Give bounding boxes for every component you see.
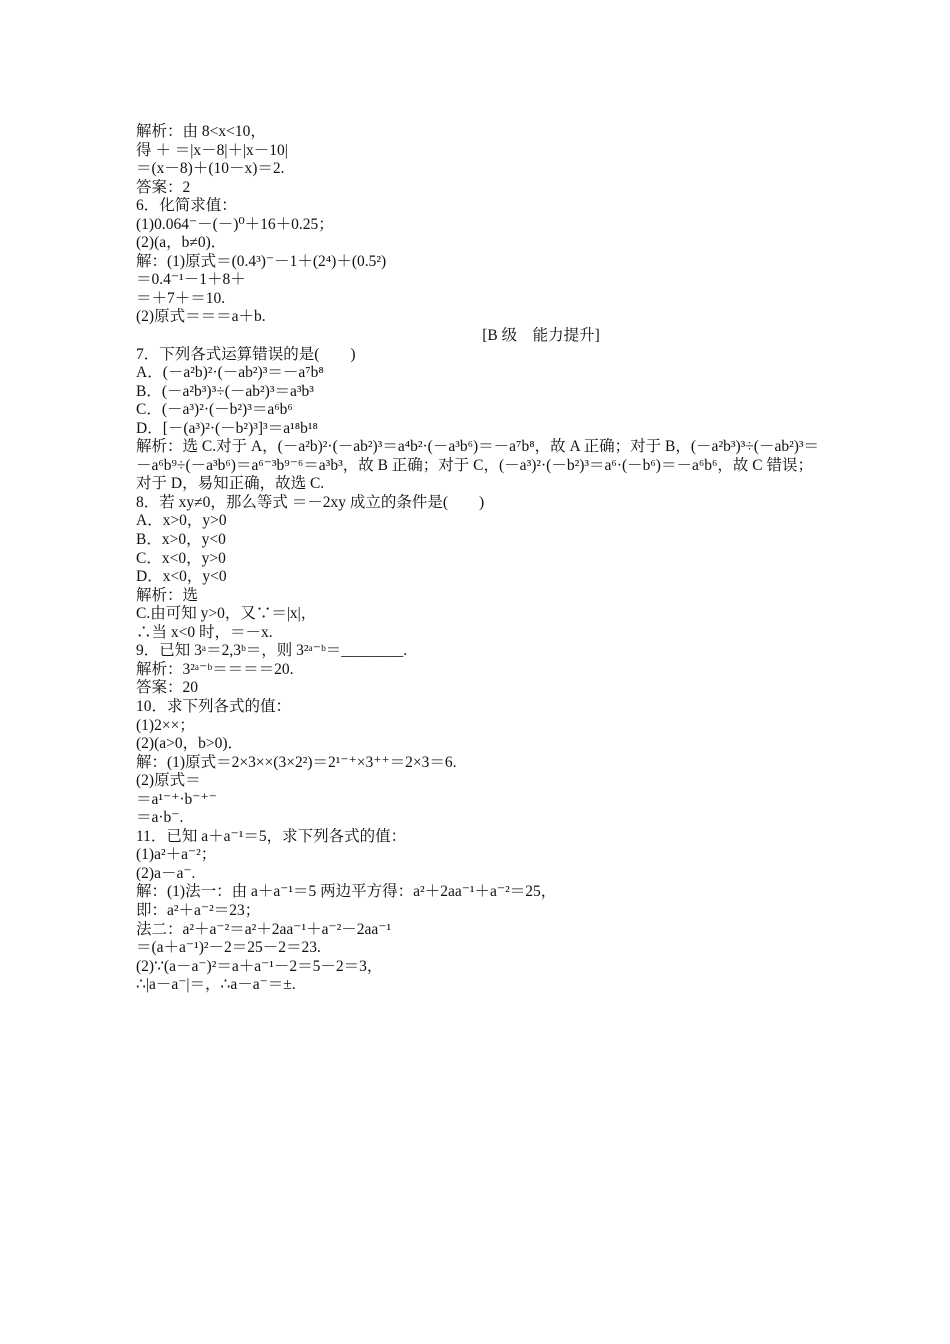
text-line: ＝a·b⁻. bbox=[136, 809, 184, 827]
document-body bbox=[136, 123, 826, 995]
option-line: B．x>0，y<0 bbox=[136, 531, 226, 549]
text-line: (2)(a>0，b>0)． bbox=[136, 735, 244, 753]
text-line: (2)a－a⁻. bbox=[136, 864, 196, 882]
section-heading: [B 级 能力提升] bbox=[482, 327, 600, 345]
option-line: A．x>0，y>0 bbox=[136, 512, 227, 530]
text-line: 法二：a²＋a⁻²＝a²＋2aa⁻¹＋a⁻²－2aa⁻¹ bbox=[136, 920, 392, 938]
text-line: 即：a²＋a⁻²＝23； bbox=[136, 901, 261, 919]
text-line: C.由可知 y>0，又∵＝|x|， bbox=[136, 605, 317, 623]
option-line: D．x<0，y<0 bbox=[136, 568, 227, 586]
text-line: 答案：20 bbox=[136, 679, 199, 697]
text-line: ∴当 x<0 时，＝－x. bbox=[136, 623, 273, 641]
text-line: 解析：选 bbox=[136, 586, 199, 604]
text-line: 解：(1)法一：由 a＋a⁻¹＝5 两边平方得：a²＋2aa⁻¹＋a⁻²＝25， bbox=[136, 883, 557, 901]
text-line: 解析：3²ᵃ⁻ᵇ＝＝＝＝20. bbox=[136, 660, 294, 678]
text-line: ＝(a＋a⁻¹)²－2＝25－2＝23. bbox=[136, 939, 321, 957]
text-line: ∴|a－a⁻|＝，∴a－a⁻＝±. bbox=[136, 976, 296, 994]
text-line: (2)原式＝ bbox=[136, 772, 201, 790]
text-line: 解：(1)原式＝2×3××(3×2²)＝2¹⁻⁺×3⁺⁺＝2×3＝6. bbox=[136, 753, 457, 771]
option-line: B．(－a²b³)³÷(－ab²)³＝a³b³ bbox=[136, 382, 314, 400]
option-line: A．(－a²b)²·(－ab²)³＝－a⁷b⁸ bbox=[136, 364, 324, 382]
text-line: ＝a¹⁻⁺·b⁻⁺⁻ bbox=[136, 790, 217, 808]
text-line: (2)原式＝＝＝a＋b. bbox=[136, 308, 266, 326]
question-11-title: 11．已知 a＋a⁻¹＝5，求下列各式的值： bbox=[136, 827, 407, 845]
text-line: (2)(a，b≠0)． bbox=[136, 234, 227, 252]
text-line: ＝＋7＋＝10. bbox=[136, 289, 226, 307]
question-6-title: 6．化简求值： bbox=[136, 197, 237, 215]
text-line: 解：(1)原式＝(0.4³)⁻－1＋(2⁴)＋(0.5²) bbox=[136, 252, 387, 270]
question-10-title: 10．求下列各式的值： bbox=[136, 697, 292, 715]
text-line: (1)2××； bbox=[136, 716, 195, 734]
question-9-title: 9．已知 3ᵃ＝2,3ᵇ＝，则 3²ᵃ⁻ᵇ＝________. bbox=[136, 642, 408, 660]
text-line: (1)0.064⁻－(－)⁰＋16＋0.25； bbox=[136, 215, 334, 233]
text-line: 答案：2 bbox=[136, 178, 191, 196]
question-8-title: 8．若 xy≠0，那么等式 ＝－2xy 成立的条件是( ) bbox=[136, 493, 485, 511]
text-line: ＝(x－8)＋(10－x)＝2. bbox=[136, 160, 285, 178]
text-line: 解析：由 8<x<10， bbox=[136, 123, 266, 140]
text-line: (2)∵(a－a⁻)²＝a＋a⁻¹－2＝5－2＝3， bbox=[136, 957, 383, 975]
option-line: C．(－a³)²·(－b²)³＝a⁶b⁶ bbox=[136, 401, 293, 419]
text-line: 得 ＋ ＝|x－8|＋|x－10| bbox=[136, 141, 288, 159]
solution-paragraph: 解析：选 C.对于 A，(－a²b)²·(－ab²)³＝a⁴b²·(－a³b⁶)＝－a⁷b⁸，故 A 正确；对于 B，(－a²b³)³÷(－ab²)³＝－a⁶b⁹÷(－a³b⁶)＝a⁶⁻³b⁹⁻⁶＝a³b³，故 B 正确；对于 C，(－a³)²·(－b²)³＝a⁶·(－b⁶)＝－a⁶b⁶，故 C 错误；对于 D，易知正确，故选 C. bbox=[136, 438, 820, 493]
option-line: C．x<0，y>0 bbox=[136, 549, 226, 567]
question-7-title: 7．下列各式运算错误的是( ) bbox=[136, 345, 356, 363]
text-line: ＝0.4⁻¹－1＋8＋ bbox=[136, 271, 246, 289]
option-line: D．[－(a³)²·(－b²)³]³＝a¹⁸b¹⁸ bbox=[136, 419, 318, 437]
text-line: (1)a²＋a⁻²； bbox=[136, 846, 217, 864]
